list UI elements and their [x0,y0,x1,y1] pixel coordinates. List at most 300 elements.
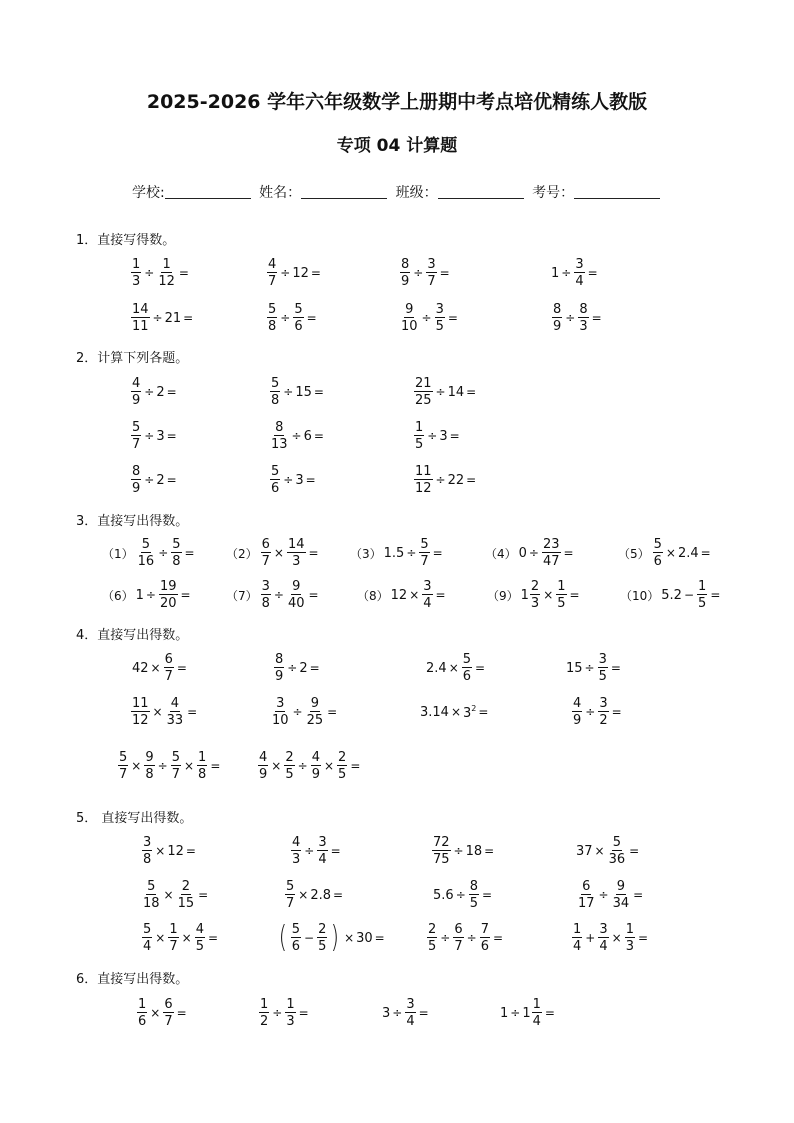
s1-problem-6 [266,298,319,338]
numerator: 5 [653,537,662,552]
fraction [118,751,128,781]
s4-problem-4 [566,648,623,688]
operator: = [166,429,177,443]
numerator: 4 [195,922,204,937]
fraction [480,923,490,953]
denominator: 75 [433,852,450,867]
numerator: 1 [698,579,707,594]
s4-problem-2 [273,648,322,688]
denominator: 12 [132,713,149,728]
denominator: 16 [137,554,155,569]
number: 2 [156,384,165,400]
fraction [653,538,663,568]
s6-problem-3 [382,993,431,1033]
fraction [131,465,141,495]
s4-problem-10 [257,746,362,786]
operator: ÷ [292,705,303,719]
numerator: 4 [132,376,141,391]
operator: = [210,759,221,773]
s1-problem-8 [551,298,604,338]
operator: = [350,759,361,773]
operator: × [150,661,161,675]
operator: = [310,266,321,280]
exam-number-field[interactable] [574,184,660,199]
numerator: 5 [132,420,141,435]
operator: × [150,1006,161,1020]
fraction [197,751,207,781]
fraction [578,303,588,333]
s2-problem-4 [130,416,179,456]
denominator: 15 [177,896,195,911]
fraction [171,538,181,568]
denominator: 3 [286,1014,295,1029]
numerator: 2 [530,579,540,594]
operator: = [569,588,580,602]
numerator: 3 [599,922,608,937]
numerator: 3 [276,696,285,711]
operator: = [591,311,602,325]
operator: ÷ [453,844,464,858]
fraction [625,923,635,953]
operator: ÷ [528,546,539,560]
numerator: 3 [599,696,608,711]
operator: ( [278,920,287,955]
operator: = [563,546,574,560]
numerator: 14 [132,302,149,317]
fraction [598,653,608,683]
number: 14 [447,384,465,400]
numerator: 1 [557,579,566,594]
operator: = [308,546,319,560]
numerator: 5 [141,537,151,552]
operator: ÷ [291,429,302,443]
fraction [306,697,325,727]
student-info-row [132,182,664,202]
operator: = [207,931,219,945]
operator: = [327,705,338,719]
class-field[interactable] [438,184,524,199]
operator: ÷ [466,931,477,945]
operator: = [309,661,320,675]
operator: ÷ [584,661,595,675]
numerator: 5 [286,879,295,894]
number: 12 [167,843,184,859]
s5-problem-8 [576,875,645,915]
denominator: 40 [287,596,305,611]
operator: = [710,588,721,602]
denominator: 34 [612,896,630,911]
s5-problem-1 [141,831,198,871]
fraction [572,697,582,727]
denominator: 2 [599,713,608,728]
operator: ÷ [287,661,298,675]
operator: = [484,844,495,858]
denominator: 7 [261,554,270,569]
denominator: 9 [311,767,320,782]
numerator: 8 [275,652,284,667]
fraction [271,697,290,727]
denominator: 4 [599,939,608,954]
s2-problem-3 [413,372,478,412]
number: 2.4 [426,660,447,676]
numerator: 4 [311,750,320,765]
s2-problem-6 [413,416,462,456]
numerator: 1 [625,922,634,937]
name-field[interactable] [301,184,387,199]
denominator: 7 [427,274,436,289]
numerator: 7 [480,922,489,937]
denominator: 8 [143,852,152,867]
page-title: 2025-2026 学年六年级数学上册期中考点培优精练人教版 [146,91,648,113]
s2-problem-7 [130,460,179,500]
operator: − [304,931,315,945]
denominator: 8 [172,554,181,569]
operator: = [466,385,477,399]
numerator: 9 [292,579,301,594]
fraction [317,923,327,953]
denominator: 9 [132,393,141,408]
denominator: 20 [159,596,177,611]
number: 2.4 [677,545,699,561]
s3-problem-4 [485,533,576,573]
s1-problem-3 [399,253,452,293]
operator: = [587,266,598,280]
section-5-heading: 5． 直接写出得数。 [76,811,193,826]
operator: = [330,844,341,858]
fraction [258,751,268,781]
denominator: 8 [268,319,277,334]
denominator: 4 [143,939,152,954]
numerator: 4 [573,696,582,711]
operator: = [637,931,649,945]
operator: ÷ [273,588,284,602]
operator: = [492,931,504,945]
denominator: 5 [428,939,437,954]
fraction [453,923,463,953]
problem-number: （8） [357,588,389,603]
operator: × [271,759,282,773]
denominator: 7 [119,767,128,782]
fraction [159,580,178,610]
numerator: 6 [454,922,463,937]
denominator: 18 [143,896,160,911]
operator: = [610,661,621,675]
numerator: 5 [271,464,280,479]
numerator: 72 [433,835,450,850]
school-field[interactable] [165,184,251,199]
denominator: 9 [401,274,410,289]
operator: × [181,931,192,945]
s2-problem-9 [413,460,478,500]
operator: × [131,759,142,773]
denominator: 5 [698,596,707,611]
s4-problem-3 [426,648,487,688]
s1-problem-1 [130,253,191,293]
operator: ÷ [435,385,446,399]
denominator: 5 [195,939,204,954]
problem-number: （4） [485,546,517,561]
denominator: 8 [145,767,154,782]
fraction [131,377,141,407]
denominator: 9 [553,319,562,334]
numerator: 1 [198,750,207,765]
numerator: 3 [435,302,444,317]
numerator: 3 [261,579,270,594]
power: $3^2$ [463,703,477,721]
numerator: 1 [138,997,147,1012]
s3-problem-7 [226,575,321,615]
denominator: 11 [132,319,149,334]
denominator: 8 [261,596,270,611]
s3-problem-3 [350,533,445,573]
operator: × [344,931,355,945]
section-4-heading: 4．直接写出得数。 [76,628,189,643]
operator: ÷ [406,546,417,560]
s3-problem-6 [102,575,193,615]
numerator: 5 [294,302,303,317]
denominator: 25 [415,393,432,408]
fraction [469,880,479,910]
numerator: 6 [164,997,173,1012]
operator: = [298,1006,309,1020]
fraction [532,998,542,1028]
operator: = [449,429,460,443]
denominator: 7 [171,767,180,782]
operator: ÷ [455,888,466,902]
denominator: 6 [462,669,472,684]
operator: ÷ [157,759,168,773]
fraction [261,580,271,610]
page-subtitle: 专项 04 计算题 [336,136,458,156]
numerator: 4 [292,835,301,850]
denominator: 5 [469,896,479,911]
numerator: 9 [616,879,626,894]
operator: = [183,311,194,325]
operator: ÷ [304,844,315,858]
operator: ÷ [152,311,163,325]
denominator: 4 [423,596,432,611]
fraction [142,836,152,866]
operator: − [683,588,695,602]
s4-problem-1 [132,648,189,688]
number: 5.2 [661,587,682,603]
number: 1 [500,1005,509,1021]
operator: = [544,1006,555,1020]
operator: × [409,588,420,602]
s3-problem-8 [357,575,448,615]
fraction [291,923,301,953]
fraction [400,258,410,288]
numerator: 4 [259,750,268,765]
operator: × [543,588,554,602]
operator: ÷ [598,888,609,902]
denominator: 4 [318,852,327,867]
problem-number: （7） [226,588,258,603]
number: 0 [518,545,527,561]
operator: ÷ [280,311,291,325]
numerator: 1 [132,257,141,272]
fraction [195,923,205,953]
operator: ÷ [144,473,155,487]
denominator: 9 [573,713,582,728]
numerator: 21 [415,376,432,391]
numerator: 6 [261,537,270,552]
denominator: 12 [158,274,175,289]
numerator: 5 [291,922,300,937]
operator: = [466,473,477,487]
denominator: 2 [260,1014,269,1029]
s1-problem-7 [399,298,460,338]
operator: = [187,705,198,719]
class-label: 班级： [395,185,438,201]
numerator: 6 [582,879,591,894]
operator: = [313,429,324,443]
school-label: 学校: [132,185,165,201]
denominator: 7 [286,896,295,911]
denominator: 7 [420,554,429,569]
problem-number: （1） [102,546,134,561]
number: 22 [447,472,465,488]
fraction [432,836,451,866]
numerator: 8 [553,302,562,317]
operator: = [166,473,177,487]
operator: × [298,888,309,902]
operator: = [478,705,489,719]
denominator: 12 [415,481,432,496]
fraction [284,751,294,781]
number: 21 [164,310,182,326]
fraction [577,880,596,910]
s4-problem-7 [420,692,490,732]
section-2-heading: 2．计算下列各题。 [76,351,189,366]
number: 1.5 [383,545,405,561]
denominator: 6 [294,319,303,334]
operator: ÷ [297,759,308,773]
fraction [166,697,185,727]
numerator: 4 [268,257,277,272]
denominator: 7 [164,669,173,684]
name-label: 姓名： [259,185,302,201]
fraction [131,303,150,333]
numerator: 23 [542,537,560,552]
numerator: 8 [579,302,588,317]
denominator: 8 [198,767,207,782]
operator: = [700,546,711,560]
denominator: 5 [415,437,424,452]
s2-problem-1 [130,372,179,412]
fraction [598,697,608,727]
operator: = [313,385,324,399]
s5-problem-10 [276,918,387,958]
section-6-heading: 6．直接写出得数。 [76,972,189,987]
fraction [137,998,147,1028]
numerator: 8 [132,464,141,479]
operator: = [166,385,177,399]
operator: = [475,661,486,675]
number: 12 [390,587,408,603]
fraction [556,580,566,610]
numerator: 1 [162,257,171,272]
numerator: 3 [427,257,436,272]
operator: ÷ [427,429,438,443]
fraction [435,303,445,333]
number: 18 [465,843,483,859]
operator: ÷ [144,429,155,443]
number: 3 [295,472,304,488]
operator: × [611,931,622,945]
s6-problem-2 [258,993,311,1033]
operator: = [374,931,385,945]
denominator: 3 [625,939,634,954]
s5-problem-3 [431,831,496,871]
s5-problem-12 [571,918,650,958]
numerator: 6 [164,652,173,667]
s2-problem-8 [269,460,318,500]
operator: × [273,546,284,560]
denominator: 7 [268,274,277,289]
numerator: 3 [575,257,584,272]
s5-problem-5 [141,875,210,915]
operator: ÷ [283,473,294,487]
number: 12 [292,265,309,281]
s1-problem-4 [551,253,600,293]
number: 2 [299,660,308,676]
operator: ÷ [440,931,451,945]
numerator: 1 [169,922,178,937]
numerator: 1 [532,997,541,1012]
problem-number: （5） [618,546,650,561]
numerator: 5 [462,652,472,667]
denominator: 9 [259,767,268,782]
fraction [171,751,181,781]
denominator: 9 [132,481,141,496]
denominator: 10 [272,713,289,728]
s2-problem-5 [269,416,326,456]
numerator: 14 [287,537,305,552]
numerator: 9 [405,302,414,317]
fraction [608,836,627,866]
denominator: 3 [132,274,141,289]
numerator: 8 [275,420,284,435]
fraction [131,258,141,288]
operator: × [155,844,166,858]
denominator: 7 [454,939,463,954]
denominator: 5 [285,767,294,782]
fraction [293,303,303,333]
fraction [598,923,608,953]
numerator: 9 [145,750,154,765]
numerator: 3 [423,579,432,594]
problem-number: （3） [350,546,382,561]
fraction [267,303,277,333]
denominator: 36 [608,852,626,867]
problem-number: （10） [620,588,660,603]
numerator: 3 [406,997,415,1012]
operator: + [585,931,596,945]
numerator: 1 [573,922,582,937]
denominator: 5 [557,596,566,611]
numerator: 19 [159,579,177,594]
fraction [317,836,327,866]
operator: = [432,546,443,560]
numerator: 2 [181,879,191,894]
numerator: 8 [401,257,410,272]
problem-number: （2） [226,546,258,561]
fraction [414,377,433,407]
s5-problem-7 [433,875,494,915]
numerator: 8 [469,879,479,894]
operator: × [450,705,462,719]
